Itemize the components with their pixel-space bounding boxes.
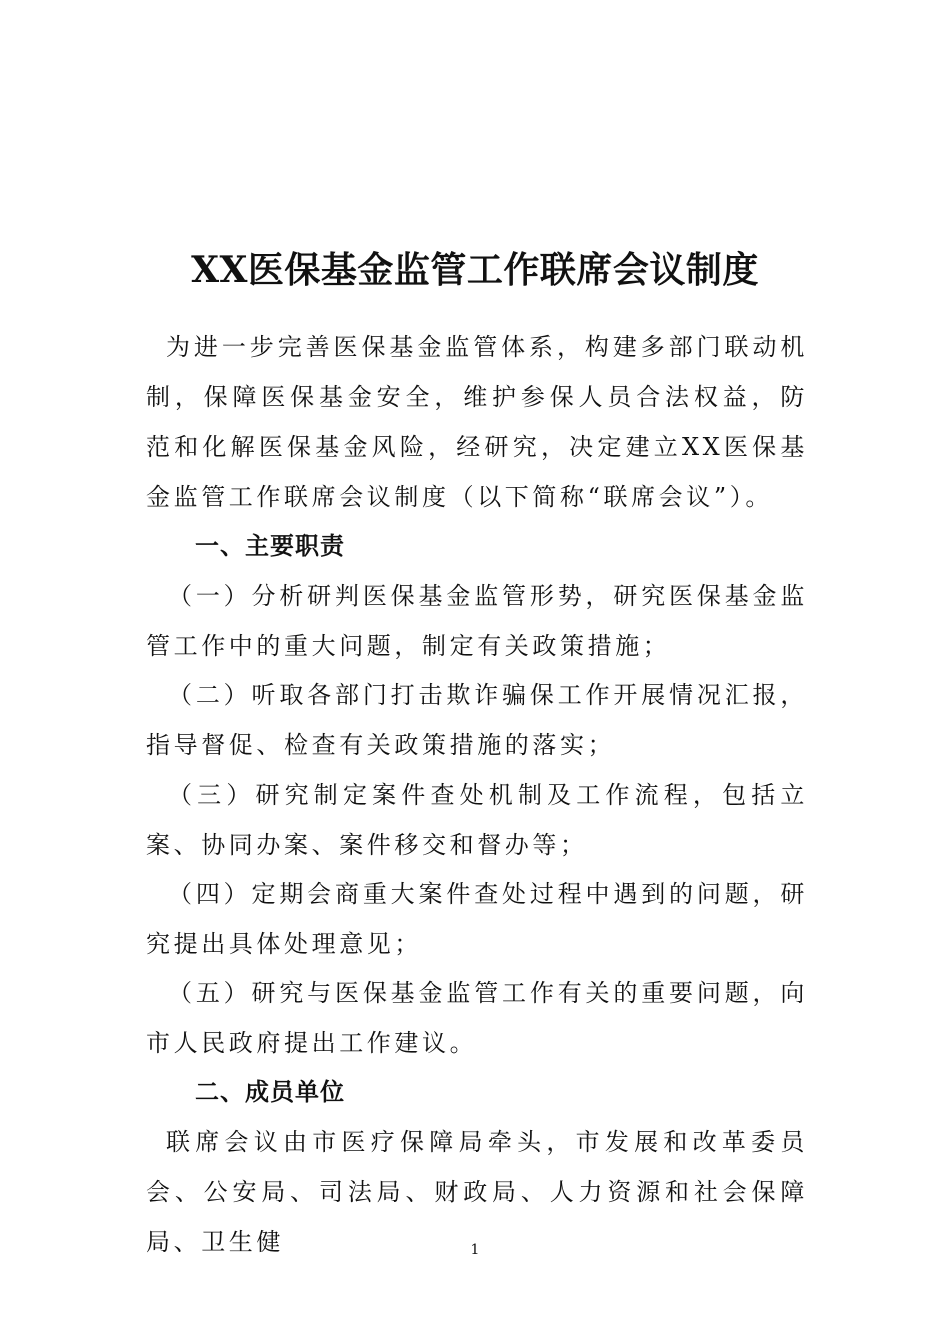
duty-item-3: （三）研究制定案件查处机制及工作流程，包括立案、协同办案、案件移交和督办等；: [146, 781, 808, 859]
members-paragraph: 联席会议由市医疗保障局牵头，市发展和改革委员会、公安局、司法局、财政局、人力资源和社会保障局、卫生健: [146, 1128, 808, 1256]
intro-paragraph: 为进一步完善医保基金监管体系，构建多部门联动机制，保障医保基金安全，维护参保人员合法权益，防范和化解医保基金风险，经研究，决定建立XX医保基金监管工作联席会议制度（以下简称“联席会议”）。: [146, 333, 808, 511]
section-heading-members: 二、成员单位: [195, 1078, 345, 1106]
duty-item-2: （二）听取各部门打击欺诈骗保工作开展情况汇报，指导督促、检查有关政策措施的落实；: [146, 681, 808, 759]
duty-item-4: （四）定期会商重大案件查处过程中遇到的问题，研究提出具体处理意见；: [146, 880, 808, 958]
page-number: 1: [470, 1242, 480, 1258]
section-heading-duties: 一、主要职责: [195, 532, 345, 560]
document-title: XX医保基金监管工作联席会议制度: [191, 249, 759, 292]
duty-item-1: （一）分析研判医保基金监管形势，研究医保基金监管工作中的重大问题，制定有关政策措施；: [146, 582, 808, 660]
duty-item-5: （五）研究与医保基金监管工作有关的重要问题，向市人民政府提出工作建议。: [146, 979, 808, 1057]
